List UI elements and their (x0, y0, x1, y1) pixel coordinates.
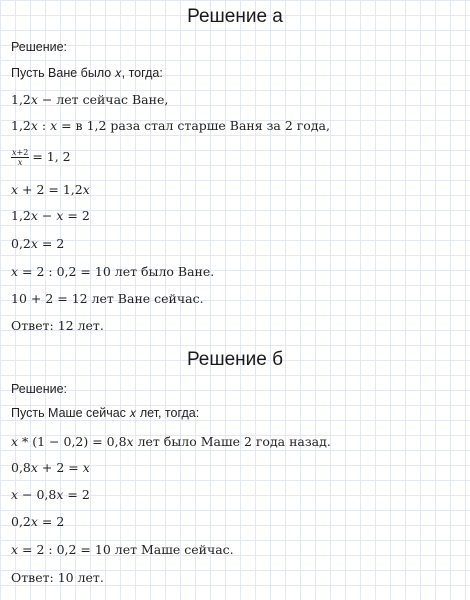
section-b-line-5: 0,2𝑥 = 2 (11, 514, 65, 529)
section-b-line-1: Пусть Маше сейчас 𝑥 лет, тогда: (11, 406, 200, 420)
fraction-denominator: 𝑥 (17, 158, 23, 167)
section-b-line-6: 𝑥 = 2 : 0,2 = 10 лет Маше сейчас. (11, 542, 234, 557)
fraction-numerator: 𝑥+2 (12, 148, 29, 157)
section-a-line-5: 𝑥 + 2 = 1,2𝑥 (11, 182, 90, 197)
section-a-line-6: 1,2𝑥 − 𝑥 = 2 (11, 208, 90, 223)
section-b-solution-label: Решение: (11, 382, 68, 396)
section-a-title: Решение а (187, 6, 283, 27)
fraction-equation-rest: = 1, 2 (32, 149, 71, 164)
section-a-line-7: 0,2𝑥 = 2 (11, 236, 65, 251)
section-b-title: Решение б (186, 349, 284, 370)
section-a-solution-label: Решение: (11, 40, 68, 54)
fraction (11, 148, 29, 167)
section-b-line-3: 0,8𝑥 + 2 = 𝑥 (11, 460, 90, 475)
section-a-line-1: Пусть Ване было 𝑥, тогда: (11, 66, 163, 80)
section-b-line-4: 𝑥 − 0,8𝑥 = 2 (11, 487, 90, 502)
section-a-fraction-equation (11, 148, 71, 167)
section-a-line-8: 𝑥 = 2 : 0,2 = 10 лет было Ване. (11, 264, 215, 279)
section-b-answer: Ответ: 10 лет. (11, 570, 104, 585)
section-a-line-9: 10 + 2 = 12 лет Ване сейчас. (11, 291, 204, 306)
section-b-line-2: 𝑥 * (1 − 0,2) = 0,8𝑥 лет было Маше 2 года назад. (11, 434, 331, 449)
section-a-line-2: 1,2𝑥 − лет сейчас Ване, (11, 92, 169, 107)
section-a-line-3: 1,2𝑥 : 𝑥 = в 1,2 раза стал старше Ваня за 2 года, (11, 118, 330, 133)
section-a-answer: Ответ: 12 лет. (11, 318, 104, 333)
